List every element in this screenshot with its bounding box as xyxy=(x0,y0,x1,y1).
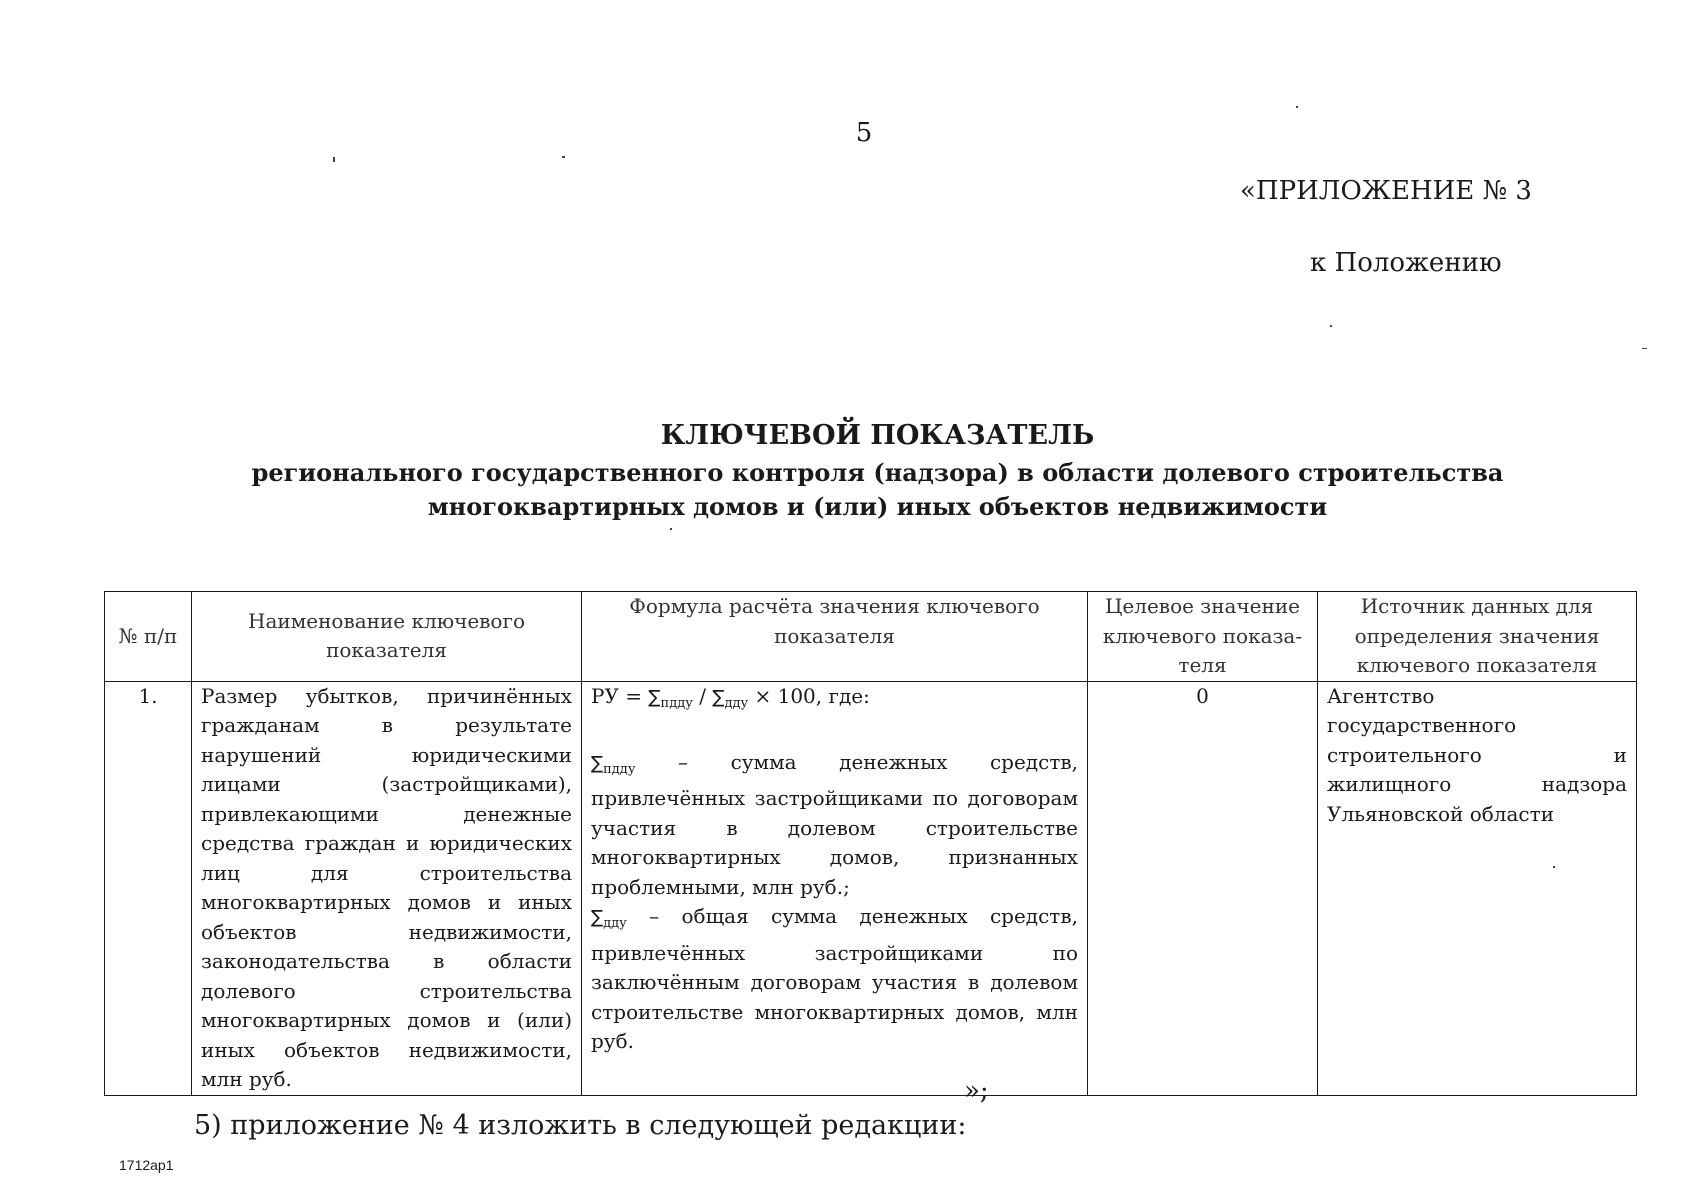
formula-rhs: × 100, где: xyxy=(748,683,870,708)
formula-expression xyxy=(591,682,1078,719)
signature-line xyxy=(738,1095,964,1096)
header-source: Источник данных для определения значения ключевого показателя xyxy=(1318,592,1637,682)
cell-number: 1. xyxy=(105,681,192,1095)
formula-lhs: РУ = xyxy=(591,683,649,708)
sum-sign: ∑ xyxy=(648,686,661,708)
sum-sign: ∑ xyxy=(591,907,604,928)
sum-sign: ∑ xyxy=(591,752,604,774)
table-row xyxy=(105,681,1637,1095)
formula-definition-denominator xyxy=(591,902,1078,1057)
definition-text: – общая сумма денежных средств, привлечённых застройщиками по заключённым договорам участия в долевом строительстве многоквартирных домов, млн руб. xyxy=(591,904,1078,1053)
formula-numerator-subscript: пдду xyxy=(660,695,693,711)
appendix-title: «ПРИЛОЖЕНИЕ № 3 xyxy=(1240,176,1532,206)
formula-denominator-subscript: дду xyxy=(603,916,627,931)
document-code: 1712ар1 xyxy=(119,1157,174,1173)
table-header-row xyxy=(105,592,1637,682)
document-subtitle-line: многоквартирных домов и (или) иных объектов недвижимости xyxy=(427,492,1328,521)
scan-speck xyxy=(1642,348,1647,349)
closing-quote: »; xyxy=(964,1076,989,1106)
scan-speck xyxy=(670,528,672,530)
document-subtitle-line: регионального государственного контроля (надзора) в области долевого строительства xyxy=(251,458,1504,487)
amendment-instruction: 5) приложение № 4 изложить в следующей редакции: xyxy=(194,1110,967,1141)
scan-speck xyxy=(1296,106,1298,108)
cell-target-value: 0 xyxy=(1088,681,1318,1095)
formula-definition-numerator xyxy=(591,748,1078,903)
formula-denominator-subscript: дду xyxy=(724,695,749,711)
scan-speck xyxy=(1330,325,1332,327)
header-formula: Формула расчёта значения ключевого показателя xyxy=(582,592,1088,682)
cell-indicator-name: Размер убытков, причинённых гражданам в результате нарушений юридическими лицами (застройщиками), привлекающими денежные средства граждан и юридических лиц для строительства многоквартирных домов и иных объектов недвижимости, законодательства в области долевого строительства многоквартирных домов и (или) иных объектов недвижимости, млн руб. xyxy=(192,681,582,1095)
page-number: 5 xyxy=(855,118,873,148)
scan-speck xyxy=(333,157,335,162)
definition-text: – сумма денежных средств, привлечённых застройщиками по договорам участия в долевом строительстве многоквартирных домов, признанных проблемными, млн руб.; xyxy=(591,749,1078,899)
cell-formula xyxy=(582,681,1088,1095)
sum-sign: ∑ xyxy=(712,686,725,708)
cell-data-source: Агентство государственного строительного и жилищного надзора Ульяновской области xyxy=(1318,681,1637,1095)
indicator-table xyxy=(104,591,1637,1096)
formula-divider: / xyxy=(692,683,713,708)
formula-numerator-subscript: пдду xyxy=(603,761,636,777)
formula-spacer xyxy=(591,718,1078,748)
document-title: КЛЮЧЕВОЙ ПОКАЗАТЕЛЬ xyxy=(660,420,1095,451)
header-name: Наименование ключевого показателя xyxy=(192,592,582,682)
scan-speck xyxy=(562,156,565,158)
header-number: № п/п xyxy=(105,592,192,682)
appendix-subtitle: к Положению xyxy=(1310,248,1502,278)
header-target: Целевое значение ключевого показа-теля xyxy=(1088,592,1318,682)
